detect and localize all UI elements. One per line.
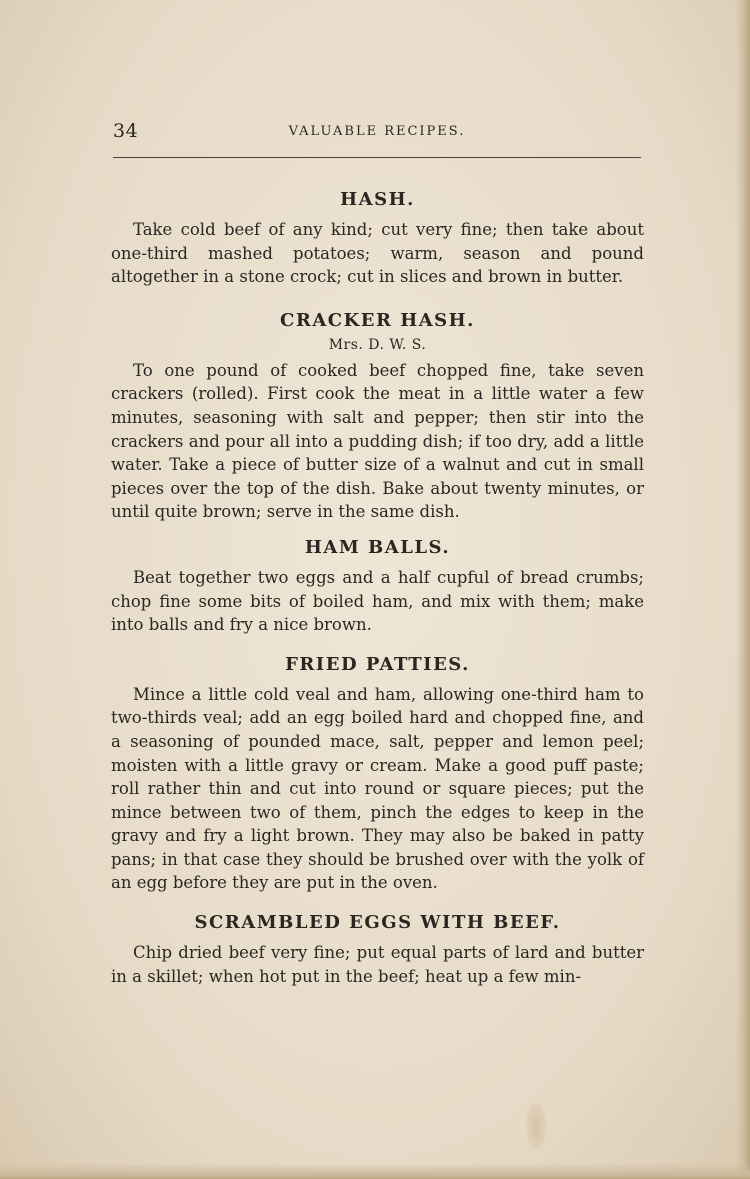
recipe-text: Take cold beef of any kind; cut very fine; then take about one-third mashed potatoes; warm, season and pound altogether in a stone crock; cut in slices and brown in butter. bbox=[111, 220, 644, 287]
recipe-cracker-hash bbox=[111, 309, 644, 524]
page-edge-shadow bbox=[736, 0, 750, 1179]
recipe-author: Mrs. D. W. S. bbox=[328, 336, 427, 353]
recipe-scrambled-eggs-with-beef bbox=[111, 911, 644, 988]
running-title: VALUABLE RECIPES. bbox=[288, 124, 466, 139]
recipe-title: SCRAMBLED EGGS WITH BEEF. bbox=[194, 912, 561, 934]
recipe-text: Beat together two eggs and a half cupful of bread crumbs; chop fine some bits of boiled ham, and mix with them; make into balls and fry a nice brown. bbox=[111, 567, 644, 635]
recipe-list bbox=[111, 188, 644, 988]
page-number: 34 bbox=[113, 120, 139, 142]
recipe-title: HASH. bbox=[340, 189, 415, 210]
recipe-fried-patties bbox=[111, 653, 644, 895]
page-bottom-shadow bbox=[0, 1163, 750, 1179]
recipe-text: Chip dried beef very fine; put equal parts of lard and butter in a skillet; when hot put in the beef; heat up a few min- bbox=[111, 943, 644, 986]
recipe-text: Mince a little cold veal and ham, allowing one-third ham to two-thirds veal; add an egg boiled hard and chopped fine, and a seasoning of pounded mace, salt, pepper and lemon peel; moisten with a little gravy or cream. Make a good puff paste; roll rather thin and cut into round or square pieces; put the mince between two of them, pinch the edges to keep in the gravy and fry a light brown. They may also be baked in patty pans; in that case they should be brushed over with the yolk of an egg before they are put in the oven. bbox=[111, 684, 644, 893]
recipe-title: CRACKER HASH. bbox=[280, 309, 475, 331]
page-header bbox=[113, 118, 641, 148]
recipe-ham-balls bbox=[111, 536, 644, 637]
recipe-title: HAM BALLS. bbox=[304, 536, 451, 558]
header-rule bbox=[113, 157, 641, 158]
paper-stain bbox=[526, 1102, 546, 1150]
recipe-hash bbox=[111, 188, 644, 289]
recipe-title: FRIED PATTIES. bbox=[285, 653, 470, 675]
recipe-text: To one pound of cooked beef chopped fine, take seven crackers (rolled). First cook the meat in a little water a few minutes, seasoning with salt and pepper; then stir into the crackers and pour all into a pudding dish; if too dry, add a little water. Take a piece of butter size of a walnut and cut in small pieces over the top of the dish. Bake about twenty minutes, or until quite brown; serve in the same dish. bbox=[111, 360, 644, 522]
